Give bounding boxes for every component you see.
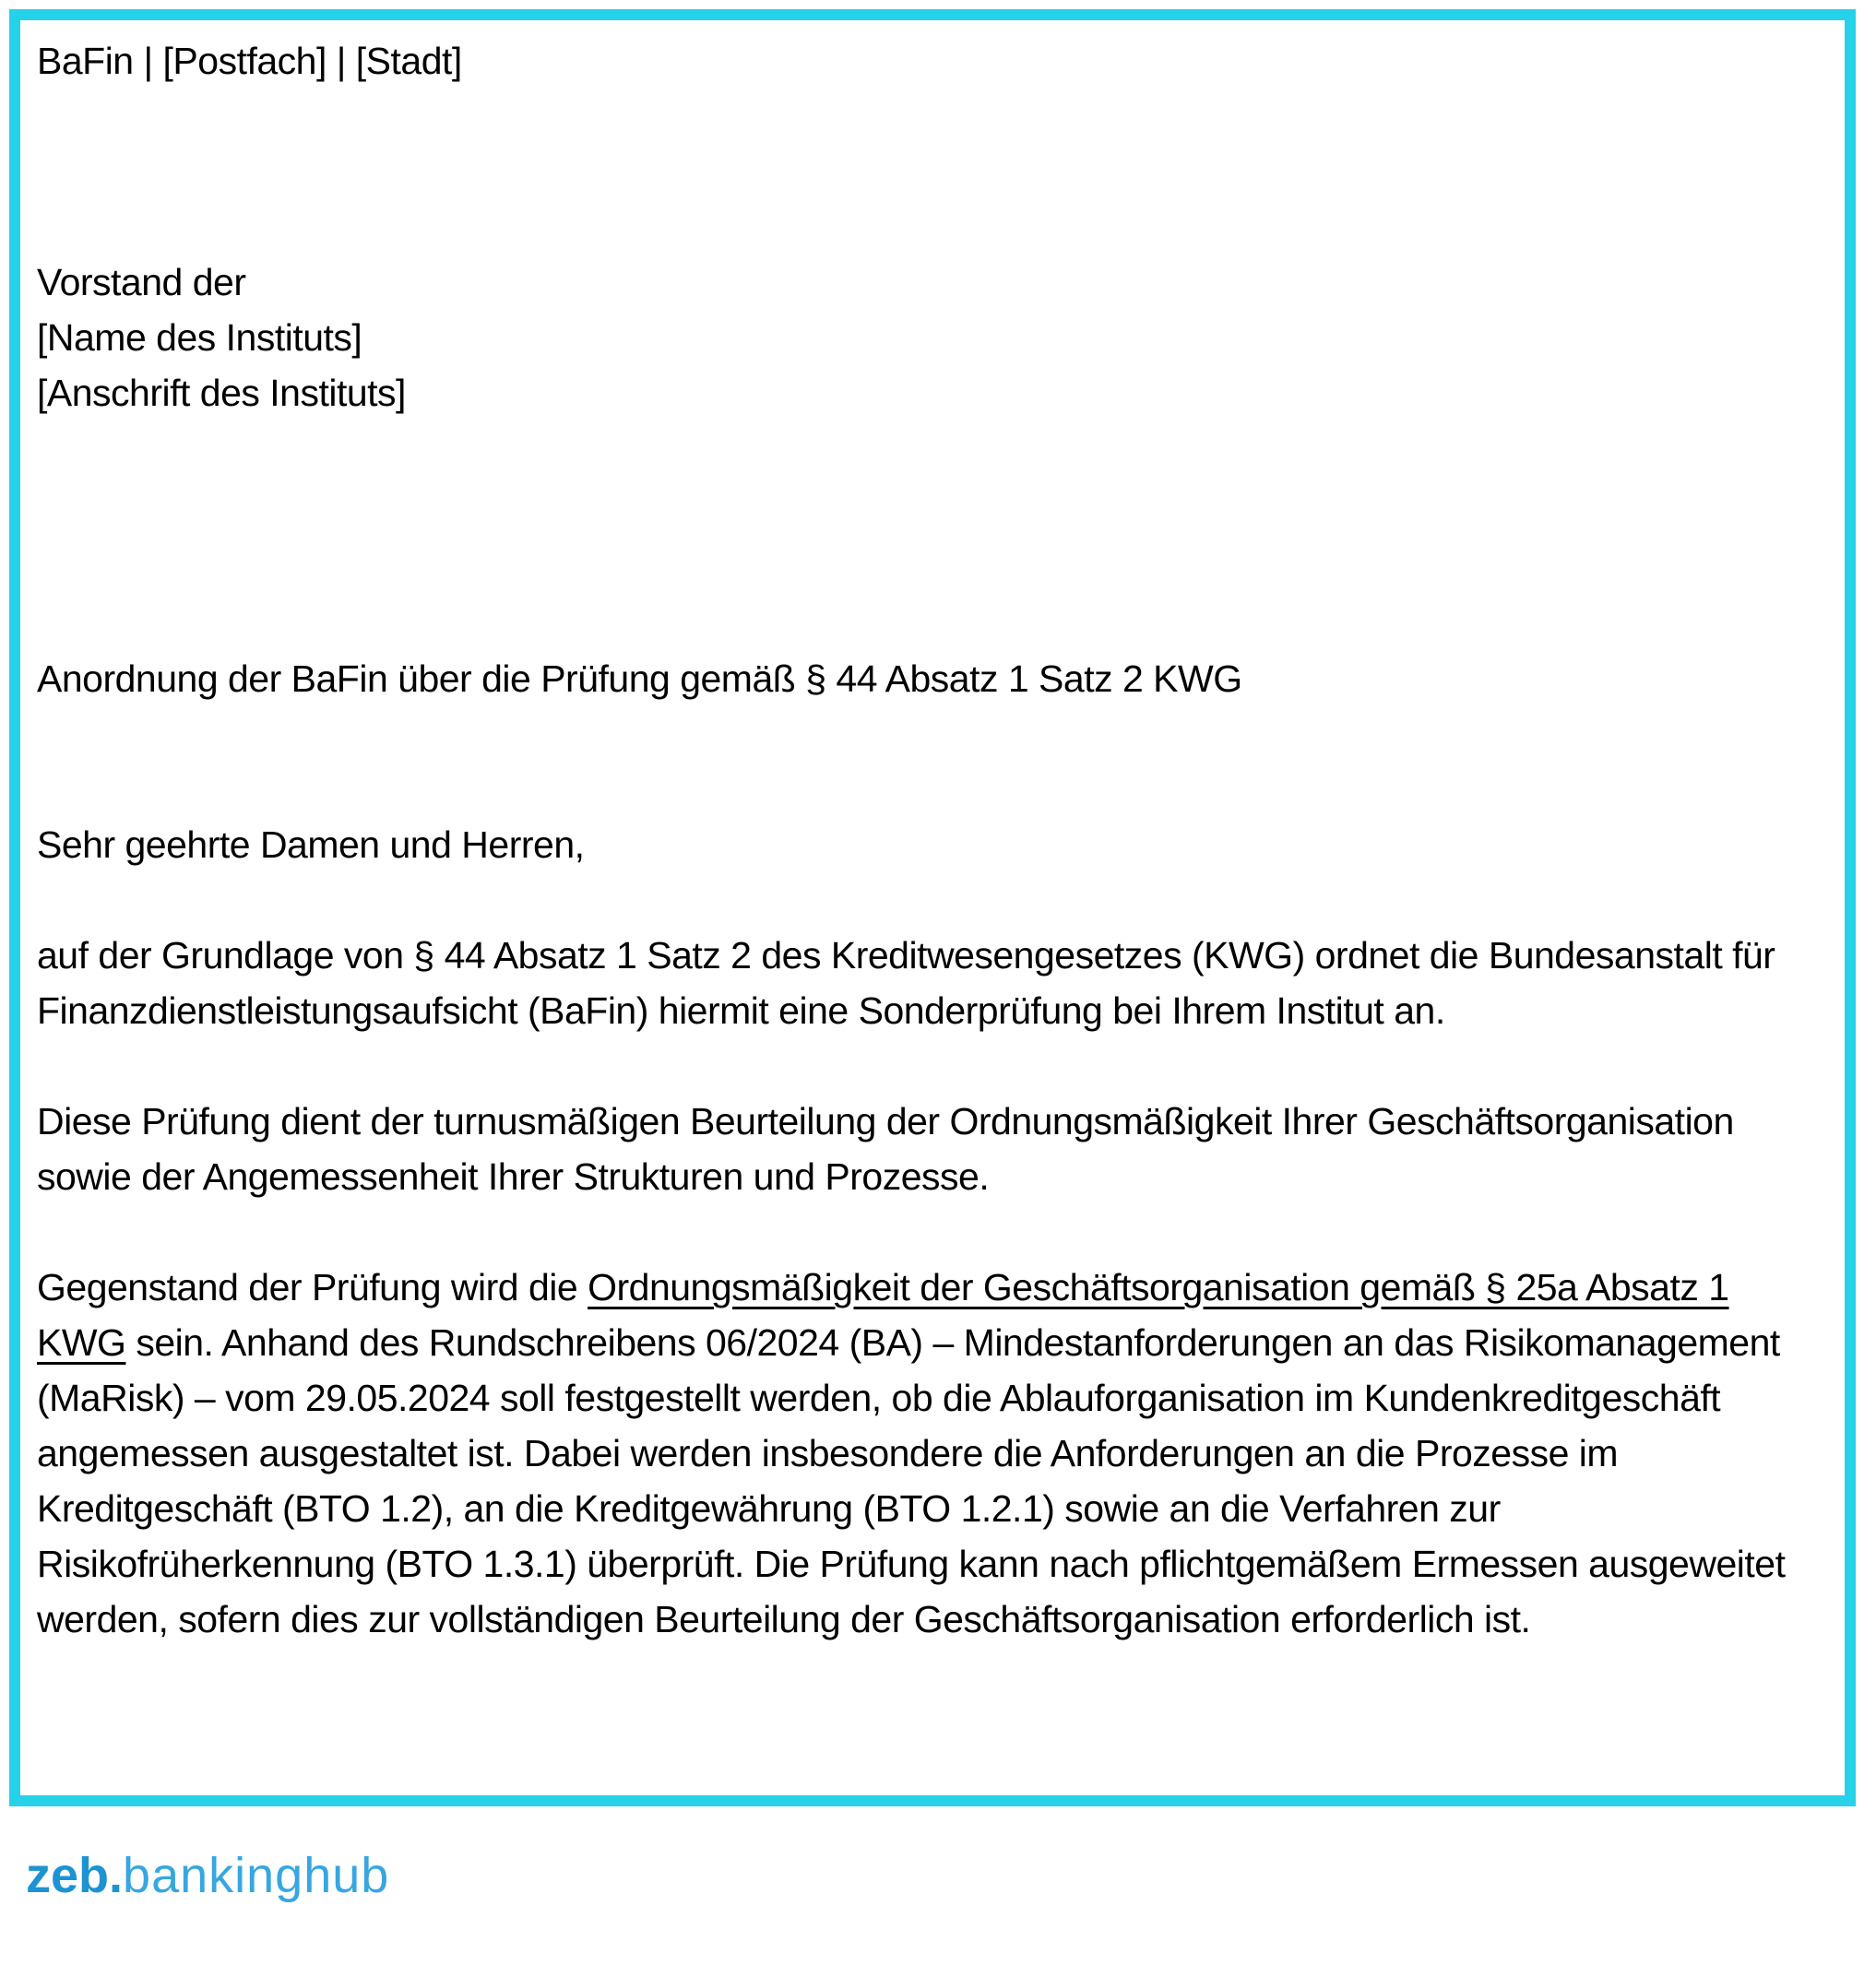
paragraph-text: auf der Grundlage von § 44 Absatz 1 Satz 2 des Kreditwesengesetzes (KWG) ordnet die Bundesanstalt für Finanzdienstleistungsaufsicht (BaFin) hiermit eine Sonderprüfung bei Ihrem Institut an. bbox=[37, 934, 1775, 1032]
paragraph bbox=[37, 928, 1817, 1038]
sender-line: BaFin | [Postfach] | [Stadt] bbox=[37, 40, 462, 82]
paragraph-text: Gegenstand der Prüfung wird die bbox=[37, 1266, 588, 1308]
logo-zeb-text: zeb. bbox=[26, 1848, 124, 1903]
letter-document bbox=[9, 9, 1856, 1806]
recipient-line-2: [Name des Instituts] bbox=[37, 316, 362, 359]
salutation: Sehr geehrte Damen und Herren, bbox=[37, 823, 585, 866]
underlined-text: Ordnungsmäßigkeit der Geschäftsorganisation gemäß § 25a Absatz 1 KWG bbox=[37, 1266, 1729, 1364]
zeb-bankinghub-logo bbox=[26, 1846, 389, 1905]
paragraph bbox=[37, 1094, 1817, 1204]
paragraph bbox=[37, 1260, 1817, 1647]
recipient-line-1: Vorstand der bbox=[37, 261, 246, 303]
paragraph-text: Diese Prüfung dient der turnusmäßigen Beurteilung der Ordnungsmäßigkeit Ihrer Geschäftsorganisation sowie der Angemessenheit Ihrer Strukturen und Prozesse. bbox=[37, 1100, 1734, 1198]
subject-line: Anordnung der BaFin über die Prüfung gemäß § 44 Absatz 1 Satz 2 KWG bbox=[37, 657, 1242, 700]
paragraph-text: sein. Anhand des Rundschreibens 06/2024 (BA) – Mindestanforderungen an das Risikomanagement (MaRisk) – vom 29.05.2024 soll festgestellt werden, ob die Ablauforganisation im Kundenkreditgeschäft angemessen ausgestaltet ist. Dabei werden insbesondere die Anforderungen an die Prozesse im Kreditgeschäft (BTO 1.2), an die Kreditgewährung (BTO 1.2.1) sowie an die Verfahren zur Risikofrüherkennung (BTO 1.3.1) überprüft. Die Prüfung kann nach pflichtgemäßem Ermessen ausgeweitet werden, sofern dies zur vollständigen Beurteilung der Geschäftsorganisation erforderlich ist. bbox=[37, 1321, 1786, 1640]
letter-body bbox=[37, 928, 1817, 1647]
recipient-line-3: [Anschrift des Instituts] bbox=[37, 372, 406, 414]
logo-bankinghub-text: bankinghub bbox=[123, 1848, 390, 1903]
